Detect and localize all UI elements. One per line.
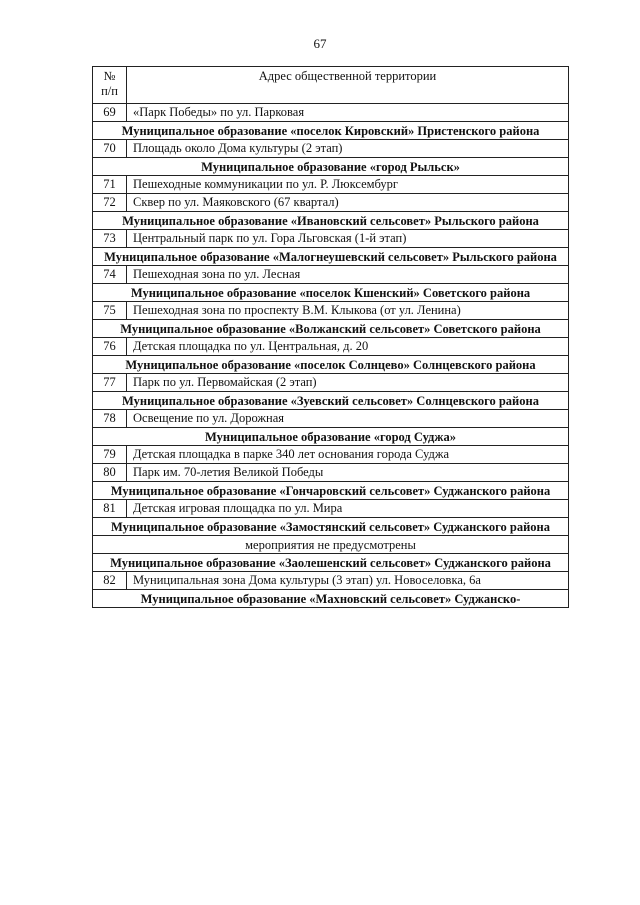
municipality-group-row xyxy=(93,392,569,410)
municipality-heading: Муниципальное образование «поселок Солнцево» Солнцевского района xyxy=(93,356,569,374)
municipality-group-row xyxy=(93,428,569,446)
territory-address: Муниципальная зона Дома культуры (3 этап) ул. Новоселовка, 6а xyxy=(127,572,569,590)
row-number: 78 xyxy=(93,410,127,428)
number-header-line1: № xyxy=(103,69,116,83)
row-number: 74 xyxy=(93,266,127,284)
number-column-header xyxy=(93,67,127,104)
municipality-heading: Муниципальное образование «Ивановский сельсовет» Рыльского района xyxy=(93,212,569,230)
table-header-row xyxy=(93,67,569,104)
row-number: 80 xyxy=(93,464,127,482)
territory-address: Пешеходная зона по проспекту В.М. Клыкова (от ул. Ленина) xyxy=(127,302,569,320)
table-body xyxy=(93,104,569,608)
territory-address: Площадь около Дома культуры (2 этап) xyxy=(127,140,569,158)
territory-address: «Парк Победы» по ул. Парковая xyxy=(127,104,569,122)
row-number: 70 xyxy=(93,140,127,158)
table-row xyxy=(93,374,569,392)
territory-address: Пешеходные коммуникации по ул. Р. Люксембург xyxy=(127,176,569,194)
table-row xyxy=(93,500,569,518)
row-number: 77 xyxy=(93,374,127,392)
municipality-group-row xyxy=(93,518,569,536)
row-number: 79 xyxy=(93,446,127,464)
table-row xyxy=(93,266,569,284)
municipality-heading: Муниципальное образование «Махновский сельсовет» Суджанско- xyxy=(93,590,569,608)
row-number: 73 xyxy=(93,230,127,248)
table-row xyxy=(93,572,569,590)
municipality-group-row xyxy=(93,320,569,338)
municipality-heading: Муниципальное образование «Зуевский сельсовет» Солнцевского района xyxy=(93,392,569,410)
table-row xyxy=(93,104,569,122)
municipality-group-row xyxy=(93,554,569,572)
municipality-group-row xyxy=(93,590,569,608)
municipality-heading: Муниципальное образование «город Суджа» xyxy=(93,428,569,446)
territory-address: Парк им. 70-летия Великой Победы xyxy=(127,464,569,482)
municipality-group-row xyxy=(93,122,569,140)
municipality-group-row xyxy=(93,284,569,302)
municipality-group-row xyxy=(93,482,569,500)
address-column-header: Адрес общественной территории xyxy=(127,67,569,104)
table-row xyxy=(93,230,569,248)
municipality-heading: Муниципальное образование «поселок Кировский» Пристенского района xyxy=(93,122,569,140)
municipality-group-row xyxy=(93,158,569,176)
territory-address: Детская игровая площадка по ул. Мира xyxy=(127,500,569,518)
table-row xyxy=(93,302,569,320)
row-number: 81 xyxy=(93,500,127,518)
municipality-heading: Муниципальное образование «Малогнеушевский сельсовет» Рыльского района xyxy=(93,248,569,266)
territory-address: Пешеходная зона по ул. Лесная xyxy=(127,266,569,284)
municipality-heading: Муниципальное образование «Волжанский сельсовет» Советского района xyxy=(93,320,569,338)
table-row xyxy=(93,464,569,482)
table-row xyxy=(93,446,569,464)
territory-address: Освещение по ул. Дорожная xyxy=(127,410,569,428)
row-number: 71 xyxy=(93,176,127,194)
territory-address: Детская площадка в парке 340 лет основания города Суджа xyxy=(127,446,569,464)
territory-address: Сквер по ул. Маяковского (67 квартал) xyxy=(127,194,569,212)
municipality-heading: Муниципальное образование «Гончаровский сельсовет» Суджанского района xyxy=(93,482,569,500)
table-row xyxy=(93,194,569,212)
municipality-heading: Муниципальное образование «город Рыльск» xyxy=(93,158,569,176)
municipality-heading: Муниципальное образование «Заолешенский сельсовет» Суджанского района xyxy=(93,554,569,572)
municipality-heading: Муниципальное образование «поселок Кшенский» Советского района xyxy=(93,284,569,302)
row-number: 82 xyxy=(93,572,127,590)
row-number: 76 xyxy=(93,338,127,356)
row-number: 72 xyxy=(93,194,127,212)
territories-table xyxy=(92,66,569,608)
note-row xyxy=(93,536,569,554)
table-row xyxy=(93,338,569,356)
page-number: 67 xyxy=(313,36,327,51)
number-header-line2: п/п xyxy=(101,84,118,98)
row-number: 75 xyxy=(93,302,127,320)
note-text: мероприятия не предусмотрены xyxy=(93,536,569,554)
territory-address: Детская площадка по ул. Центральная, д. 20 xyxy=(127,338,569,356)
municipality-group-row xyxy=(93,356,569,374)
municipality-group-row xyxy=(93,248,569,266)
territory-address: Центральный парк по ул. Гора Льговская (1-й этап) xyxy=(127,230,569,248)
table-row xyxy=(93,140,569,158)
table-row xyxy=(93,176,569,194)
table-row xyxy=(93,410,569,428)
municipality-group-row xyxy=(93,212,569,230)
territory-address: Парк по ул. Первомайская (2 этап) xyxy=(127,374,569,392)
municipality-heading: Муниципальное образование «Замостянский сельсовет» Суджанского района xyxy=(93,518,569,536)
row-number: 69 xyxy=(93,104,127,122)
